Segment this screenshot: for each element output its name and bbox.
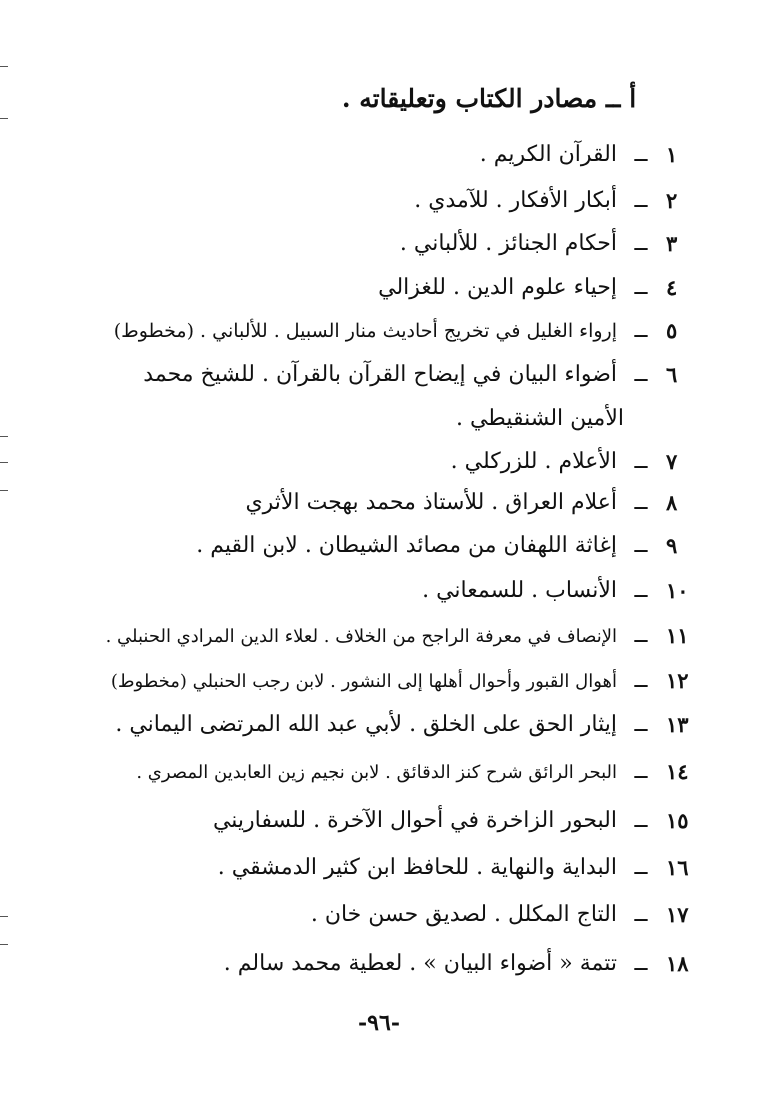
item-dash: ــ <box>634 712 648 737</box>
item-dash: ــ <box>634 533 648 558</box>
item-text: تتمة « أضواء البيان » . لعطية محمد سالم . <box>223 951 617 976</box>
margin-mark <box>0 66 8 67</box>
list-item <box>18 576 689 606</box>
item-text: الإنصاف في معرفة الراجح من الخلاف . لعلاء الدين المرادي الحنبلي . <box>105 626 617 647</box>
item-text: البحور الزاخرة في أحوال الآخرة . للسفاريني <box>212 808 617 833</box>
list-item <box>18 273 678 303</box>
item-number: ١٠ <box>666 578 689 603</box>
item-dash: ــ <box>634 231 648 256</box>
item-text-continuation: الأمين الشنقيطي . <box>455 406 624 431</box>
item-text: أحكام الجنائز . للألباني . <box>399 231 617 256</box>
list-item <box>18 140 678 170</box>
section-title: أ ــ مصادر الكتاب وتعليقاته . <box>341 84 637 113</box>
item-text: أبكار الأفكار . للآمدي . <box>414 188 617 213</box>
item-text: أضواء البيان في إيضاح القرآن بالقرآن . للشيخ محمد <box>143 362 617 387</box>
item-number: ١٦ <box>666 855 689 880</box>
page-number: -٩٦- <box>358 1010 400 1036</box>
item-number: ١١ <box>666 623 689 648</box>
item-number: ٦ <box>666 362 678 387</box>
list-item <box>18 531 678 561</box>
item-dash: ــ <box>634 951 648 976</box>
item-text: أهوال القبور وأحوال أهلها إلى النشور . لابن رجب الحنبلي (مخطوط) <box>110 671 617 692</box>
list-item <box>18 488 678 518</box>
item-number: ٧ <box>666 449 678 474</box>
item-text: إيثار الحق على الخلق . لأبي عبد الله المرتضى اليماني . <box>115 712 617 737</box>
item-number: ٩ <box>666 533 678 558</box>
item-dash: ــ <box>634 668 648 693</box>
list-item <box>18 229 678 259</box>
list-item <box>18 949 689 979</box>
item-dash: ــ <box>634 449 648 474</box>
item-dash: ــ <box>634 275 648 300</box>
item-dash: ــ <box>634 623 648 648</box>
list-item <box>18 853 689 883</box>
item-text: الأنساب . للسمعاني . <box>422 578 617 603</box>
item-dash: ــ <box>634 902 648 927</box>
margin-mark <box>0 944 8 945</box>
item-text: إرواء الغليل في تخريج أحاديث منار السبيل . للألباني . (مخطوط) <box>113 320 617 342</box>
item-number: ١٨ <box>666 951 689 976</box>
margin-mark <box>0 118 8 119</box>
list-item <box>18 316 678 346</box>
list-item <box>18 710 689 740</box>
item-dash: ــ <box>634 188 648 213</box>
item-number: ٣ <box>666 231 678 256</box>
margin-mark <box>0 436 8 437</box>
item-number: ٤ <box>666 275 678 300</box>
item-number: ٥ <box>666 318 678 343</box>
item-text: الأعلام . للزركلي . <box>450 449 617 474</box>
item-text: إحياء علوم الدين . للغزالي <box>378 275 617 300</box>
item-dash: ــ <box>634 142 648 167</box>
list-item <box>18 621 689 652</box>
item-number: ١٧ <box>666 902 689 927</box>
item-dash: ــ <box>634 578 648 603</box>
item-dash: ــ <box>634 759 648 784</box>
item-number: ٢ <box>666 188 678 213</box>
item-number: ١٢ <box>666 668 689 693</box>
list-item <box>18 666 689 697</box>
item-number: ١ <box>666 142 678 167</box>
list-item <box>18 186 678 216</box>
item-text: البحر الرائق شرح كنز الدقائق . لابن نجيم زين العابدين المصري . <box>136 762 617 783</box>
item-dash: ــ <box>634 855 648 880</box>
item-dash: ــ <box>634 490 648 515</box>
list-item <box>18 900 689 930</box>
item-dash: ــ <box>634 318 648 343</box>
list-item <box>18 757 689 788</box>
item-dash: ــ <box>634 808 648 833</box>
item-number: ١٥ <box>666 808 689 833</box>
margin-mark <box>0 462 8 463</box>
item-text: البداية والنهاية . للحافظ ابن كثير الدمشقي . <box>217 855 617 880</box>
item-number: ١٣ <box>666 712 689 737</box>
list-item <box>18 447 678 477</box>
item-text: التاج المكلل . لصديق حسن خان . <box>310 902 617 927</box>
margin-mark <box>0 490 8 491</box>
item-number: ١٤ <box>666 759 689 784</box>
item-dash: ــ <box>634 362 648 387</box>
list-item <box>18 806 689 836</box>
item-text: القرآن الكريم . <box>479 142 617 167</box>
item-text: أعلام العراق . للأستاذ محمد بهجت الأثري <box>245 490 617 515</box>
list-item <box>18 360 678 434</box>
item-number: ٨ <box>666 490 678 515</box>
margin-mark <box>0 916 8 917</box>
item-text: إغاثة اللهفان من مصائد الشيطان . لابن القيم . <box>196 533 617 558</box>
